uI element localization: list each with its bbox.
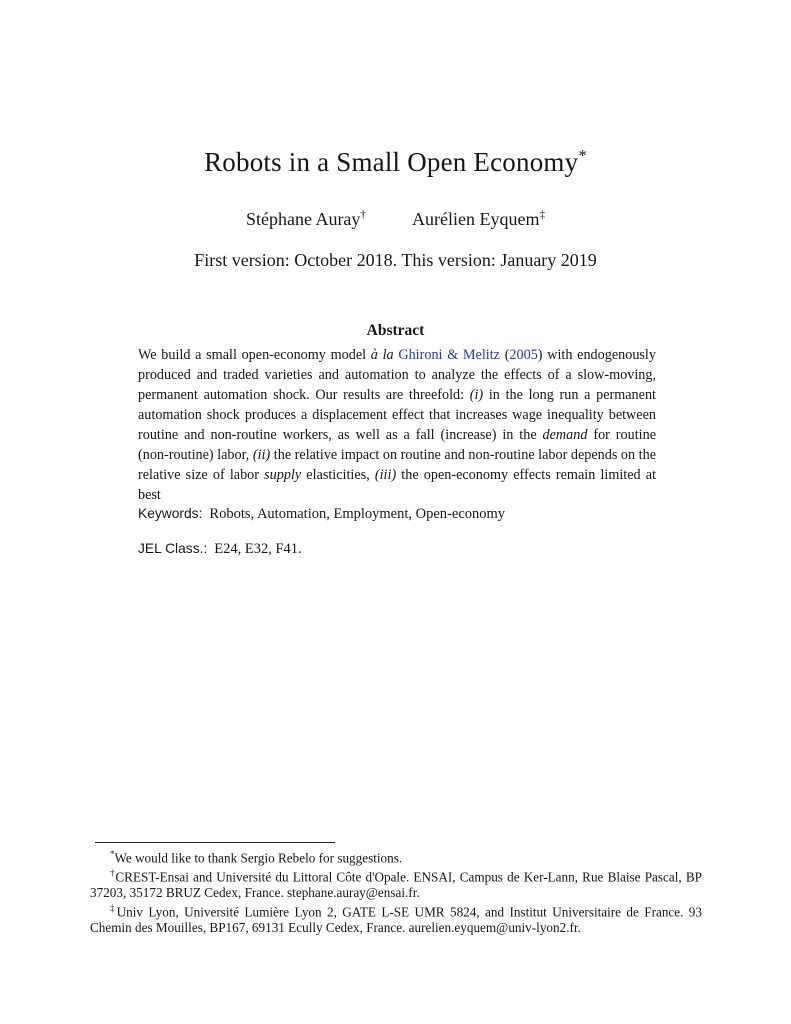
footnote-rule	[95, 842, 335, 843]
abstract-text-segment: (iii)	[374, 467, 397, 483]
keywords-line	[138, 506, 505, 523]
abstract-heading: Abstract	[366, 322, 425, 339]
author-1	[246, 209, 366, 230]
keywords-label: Keywords:	[138, 506, 203, 521]
author-1-name: Stéphane Auray	[245, 209, 361, 229]
abstract-text-segment: (ii)	[252, 447, 271, 463]
citation-link[interactable]: Ghironi & Melitz	[398, 347, 500, 363]
abstract-text-segment: in the long run a permanent automation shock produces a displacement effect that increases wage inequality between routine and non-routine workers, as well as a fall (increase) in the	[138, 387, 656, 443]
abstract-text-segment: We build a small open-economy model	[138, 347, 371, 363]
abstract-text-segment: the relative impact on routine and non-routine labor depends on the relative size of labor	[138, 447, 657, 483]
jel-value: E24, E32, F41.	[214, 541, 302, 557]
abstract-text-segment: (	[499, 347, 510, 363]
jel-label: JEL Class.:	[138, 541, 208, 556]
keywords-value: Robots, Automation, Employment, Open-economy	[209, 506, 506, 522]
author-2	[412, 209, 545, 230]
citation-link[interactable]: 2005	[509, 347, 538, 363]
abstract-text-segment: for routine (non-routine) labor,	[138, 427, 656, 463]
abstract-text-segment: supply	[264, 467, 302, 483]
abstract-text-segment: (i)	[469, 387, 484, 403]
title-footnote-marker: *	[578, 146, 587, 165]
abstract-text-segment: ) with endogenously produced and traded varieties and automation to analyze the effects of a slow-moving, permanent automation shock. Our results are threefold:	[138, 347, 656, 403]
footnote-author-1-text: CREST-Ensai and Université du Littoral Côte d'Opale. ENSAI, Campus de Ker-Lann, Rue Blaise Pascal, BP 37203, 35172 BRUZ Cedex, France. stephane.auray@ensai.fr.	[90, 869, 702, 901]
abstract-text-segment: à la	[370, 347, 394, 363]
paper-title-text: Robots in a Small Open Economy	[204, 147, 579, 177]
paper-title	[0, 146, 791, 178]
footnote-author-1-affiliation	[90, 866, 702, 901]
author-2-footnote-marker: ‡	[539, 209, 546, 221]
abstract-body	[138, 345, 656, 505]
abstract-text-segment: the open-economy effects remain limited at best	[138, 467, 657, 503]
footnote-thanks	[90, 847, 702, 866]
footnote-marker-dagger: †	[110, 868, 116, 879]
abstract-text-segment: demand	[542, 427, 588, 443]
author-1-footnote-marker: †	[360, 209, 366, 221]
footnote-author-2-text: Univ Lyon, Université Lumière Lyon 2, GATE L-SE UMR 5824, and Institut Universitaire de France. 93 Chemin des Mouilles, BP167, 69131 Ecully Cedex, France. aurelien.eyquem@univ-lyon2.fr.	[90, 904, 702, 936]
footnotes-block	[90, 847, 702, 936]
footnote-marker-double-dagger: ‡	[110, 903, 117, 914]
version-line: First version: October 2018. This version: January 2019	[194, 250, 597, 270]
footnote-author-2-affiliation	[90, 901, 702, 936]
abstract-text-segment: elasticities,	[301, 467, 375, 483]
footnote-thanks-text: We would like to thank Sergio Rebelo for suggestions.	[114, 850, 403, 866]
footnote-marker-asterisk: *	[110, 849, 115, 859]
authors-row	[0, 209, 791, 230]
author-2-name: Aurélien Eyquem	[412, 209, 540, 229]
jel-line	[138, 541, 302, 558]
